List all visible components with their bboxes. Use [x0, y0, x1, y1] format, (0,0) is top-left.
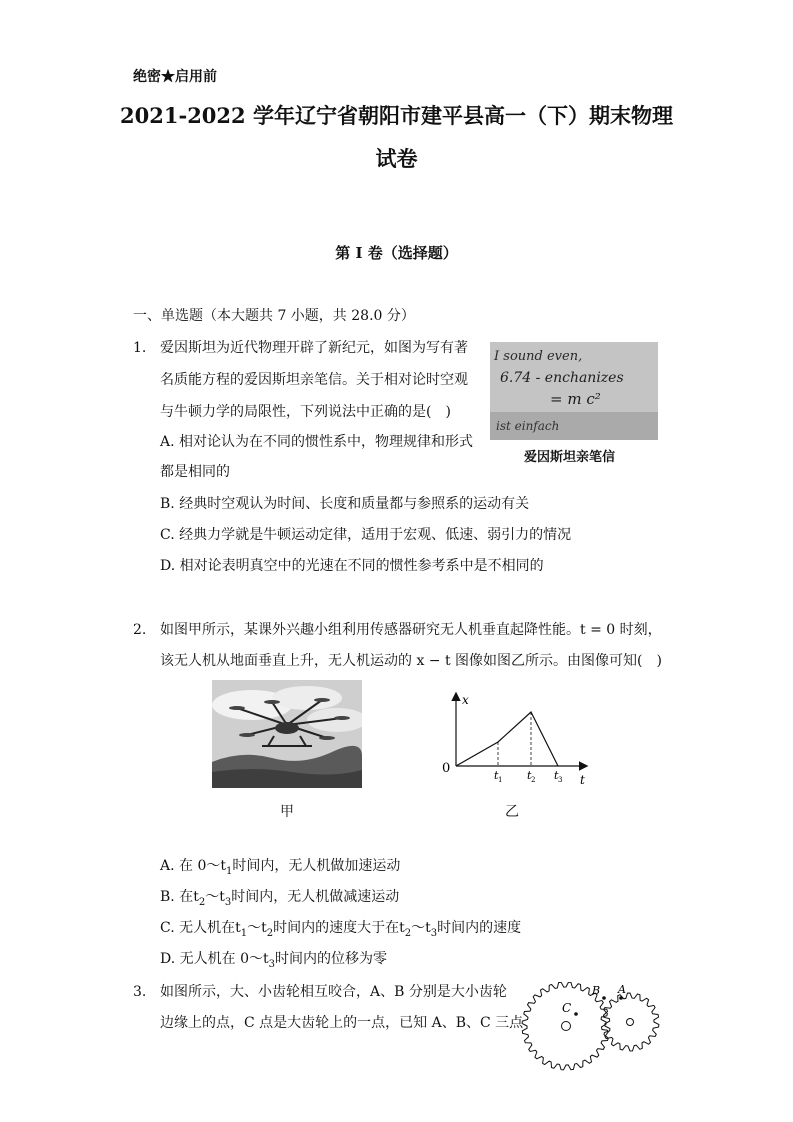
origin-label: 0 [442, 761, 451, 776]
confidential-label: 绝密★启用前 [133, 69, 217, 85]
small-gear-outline [601, 993, 659, 1051]
q1-option-c: C. 经典力学就是牛顿运动定律，适用于宏观、低速、弱引力的情况 [160, 527, 572, 543]
exam-title-line1: 2021-2022 学年辽宁省朝阳市建平县高一（下）期末物理 [120, 103, 673, 128]
t3-label: t [554, 769, 559, 782]
q2-option-b: B. 在$t_2\sim t_3$时间内，无人机做减速运动 [160, 889, 400, 908]
q2-option-d: D. 无人机在 $0\sim t_3$时间内的位移为零 [160, 951, 387, 970]
t2-label: t [527, 769, 532, 782]
q3-stem-line2: 边缘上的点，C 点是大齿轮上的一点，已知 A、B、C 三点 [160, 1015, 524, 1031]
q1-stem-line3: 与牛顿力学的局限性，下列说法中正确的是( ) [160, 404, 451, 420]
handwriting-figure [490, 342, 658, 440]
figure-label-yi: 乙 [505, 804, 519, 820]
handwriting-line: I sound even, [494, 349, 583, 364]
q3-stem-line1: 如图所示，大、小齿轮相互咬合，A、B 分别是大小齿轮 [160, 984, 507, 1000]
drone-photo [212, 680, 362, 788]
part-heading: 一、单选题（本大题共 7 小题，共 28.0 分） [133, 308, 415, 324]
small-gear [601, 993, 659, 1051]
question-number: 3. [133, 984, 147, 1000]
gears-figure [518, 982, 668, 1072]
xt-graph [440, 690, 590, 805]
t3-sub: 3 [558, 776, 563, 784]
q1-stem-line2: 名质能方程的爱因斯坦亲笔信。关于相对论时空观 [160, 372, 468, 388]
figure-label-jia: 甲 [280, 804, 294, 820]
x-axis-label: t [580, 773, 585, 787]
q2-option-a: A. 在 $0\sim t_1$时间内，无人机做加速运动 [160, 858, 401, 877]
point-b [602, 996, 606, 1000]
label-c: C [562, 1001, 572, 1015]
q2-stem-line1: 如图甲所示，某课外兴趣小组利用传感器研究无人机垂直起降性能。t = 0 时刻， [160, 622, 662, 638]
handwriting-line: = m c² [550, 390, 601, 408]
handwriting-line: 6.74 - enchanizes [500, 370, 624, 386]
q1-option-a: A. 相对论认为在不同的惯性系中，物理规律和形式 [160, 434, 474, 450]
figure-caption: 爱因斯坦亲笔信 [524, 450, 616, 465]
question-number: 1. [133, 340, 147, 356]
label-a: A [618, 983, 626, 996]
q2-option-c: C. 无人机在$t_1\sim t_2$时间内的速度大于在$t_2\sim t_3$时间内的速度 [160, 920, 522, 939]
q1-option-a-cont: 都是相同的 [160, 464, 230, 480]
large-gear-axle [562, 1022, 571, 1031]
y-axis-label: x [462, 693, 469, 707]
xt-curve [456, 712, 558, 766]
point-a [619, 996, 623, 1000]
question-number: 2. [133, 622, 147, 638]
small-gear-axle [627, 1019, 634, 1026]
einstein-letter-image [490, 342, 658, 440]
drone-illustration [212, 680, 362, 788]
gears-svg [518, 982, 668, 1072]
q1-option-d: D. 相对论表明真空中的光速在不同的惯性参考系中是不相同的 [160, 558, 544, 574]
section-title: 第 I 卷（选择题） [335, 244, 458, 262]
exam-title-line2: 试卷 [375, 146, 418, 171]
t1-label: t [494, 769, 499, 782]
xt-graph-svg [440, 690, 590, 805]
label-b: B [592, 984, 601, 997]
q1-option-b: B. 经典时空观认为时间、长度和质量都与参照系的运动有关 [160, 496, 530, 512]
q1-stem-line1: 爱因斯坦为近代物理开辟了新纪元，如图为写有著 [160, 340, 468, 356]
t1-sub: 1 [498, 776, 503, 784]
t2-sub: 2 [531, 776, 536, 784]
handwriting-line: ist einfach [496, 419, 560, 433]
point-c [574, 1012, 578, 1016]
q2-stem-line2: 该无人机从地面垂直上升，无人机运动的 x − t 图像如图乙所示。由图像可知( ) [160, 653, 662, 669]
